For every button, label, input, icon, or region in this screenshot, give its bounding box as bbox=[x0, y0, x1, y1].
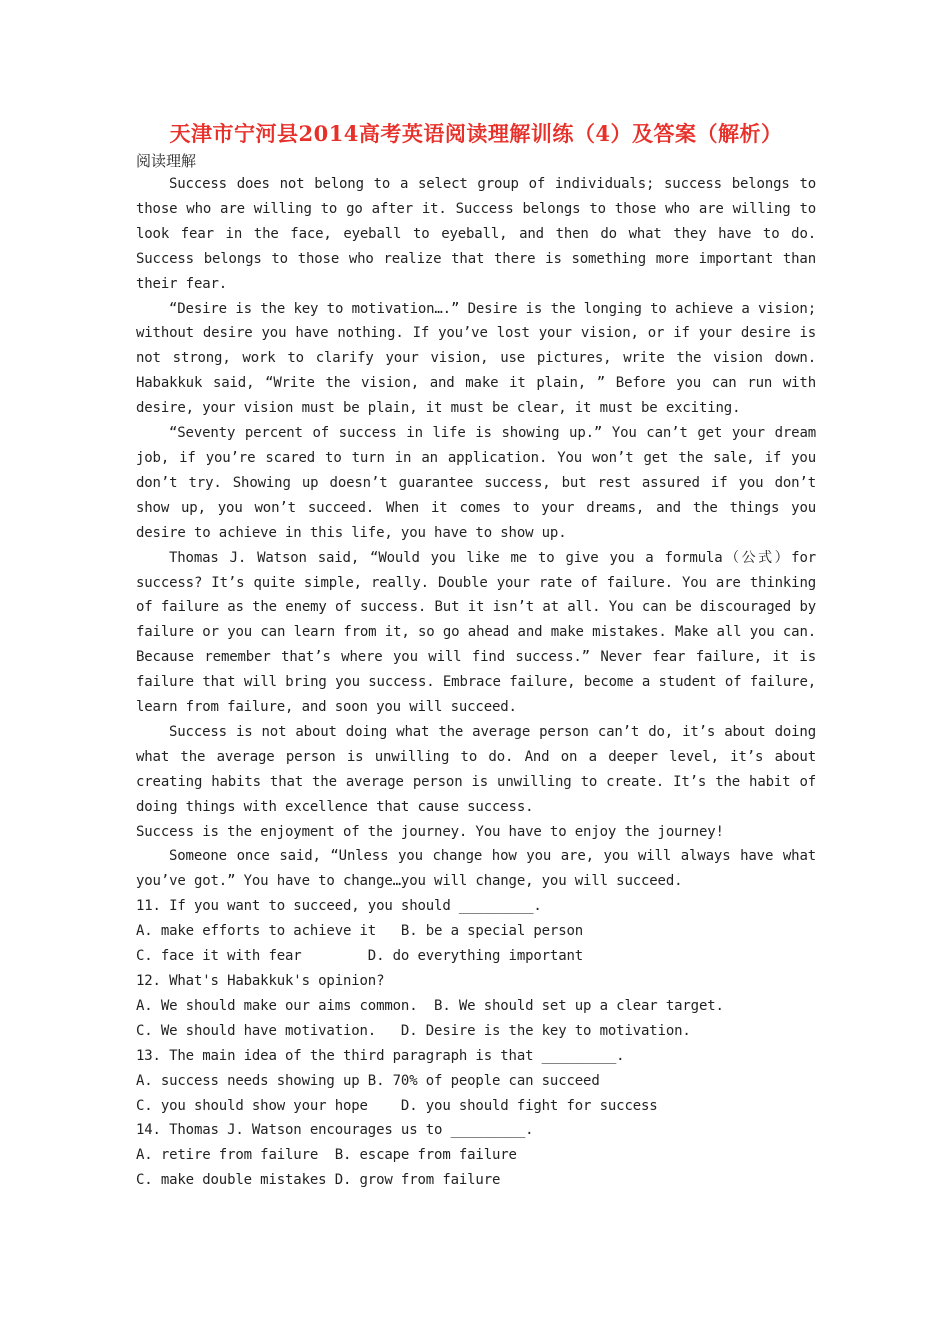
question-12: 12. What's Habakkuk's opinion? bbox=[136, 973, 385, 989]
question-11: 11. If you want to succeed, you should _________. bbox=[136, 898, 542, 915]
paragraph-5: Success is not about doing what the average person can’t do, it’s about doing what the average person is unwilling to do. And on a deeper level, it’s about creating habits that the average person is unwilling to create. It’s the habit of doing things with excellence that cause success. bbox=[136, 723, 816, 815]
question-12-options-cd: C. We should have motivation. D. Desire is the key to motivation. bbox=[136, 1022, 691, 1039]
question-14-options-ab: A. retire from failure B. escape from failure bbox=[136, 1147, 517, 1164]
paragraph-6: Success is the enjoyment of the journey. You have to enjoy the journey! bbox=[136, 823, 724, 840]
question-13-options-ab: A. success needs showing up B. 70% of people can succeed bbox=[136, 1072, 600, 1089]
section-label: 阅读理解 bbox=[136, 152, 197, 170]
question-14: 14. Thomas J. Watson encourages us to _________. bbox=[136, 1122, 534, 1139]
document-page bbox=[136, 118, 816, 1193]
document-title: 天津市宁河县2014高考英语阅读理解训练（4）及答案（解析） bbox=[169, 121, 783, 146]
paragraph-7: Someone once said, “Unless you change how you are, you will always have what you’ve got.” You have to change…you will change, you will succeed. bbox=[136, 848, 816, 890]
question-12-options-ab: A. We should make our aims common. B. We should set up a clear target. bbox=[136, 997, 724, 1014]
paragraph-4: Thomas J. Watson said, “Would you like me to give you a formula（公式）for success? It’s quite simple, really. Double your rate of failure. You are thinking of failure as the enemy of success. But it isn’t at all. You can be discouraged by failure or you can learn from it, so go ahead and make mistakes. Make all you can. Because remember that’s where you will find success.” Never fear failure, it is failure that will bring you success. Embrace failure, become a student of failure, learn from failure, and soon you will succeed. bbox=[136, 549, 816, 716]
question-11-options-cd: C. face it with fear D. do everything important bbox=[136, 948, 584, 965]
paragraph-2: “Desire is the key to motivation….” Desire is the longing to achieve a vision; without desire you have nothing. If you’ve lost your vision, or if your desire is not strong, work to clarify your vision, use pictures, write the vision down. Habakkuk said, “Write the vision, and make it plain, ” Before you can run with desire, your vision must be plain, it must be clear, it must be exciting. bbox=[136, 300, 816, 417]
paragraph-3: “Seventy percent of success in life is showing up.” You can’t get your dream job, if you’re scared to turn in an application. You won’t get the sale, if you don’t try. Showing up doesn’t guarantee success, but rest assured if you don’t show up, you won’t succeed. When it comes to your dreams, and the things you desire to achieve in this life, you have to show up. bbox=[136, 425, 816, 541]
question-13-options-cd: C. you should show your hope D. you should fight for success bbox=[136, 1097, 658, 1114]
paragraph-1: Success does not belong to a select group of individuals; success belongs to those who are willing to go after it. Success belongs to those who are willing to look fear in the face, eyeball to eyeball, and then do what they have to do. Success belongs to those who realize that there is something more important than their fear. bbox=[136, 176, 816, 292]
question-13: 13. The main idea of the third paragraph is that _________. bbox=[136, 1047, 625, 1064]
question-14-options-cd: C. make double mistakes D. grow from failure bbox=[136, 1172, 501, 1189]
question-11-options-ab: A. make efforts to achieve it B. be a special person bbox=[136, 923, 584, 940]
